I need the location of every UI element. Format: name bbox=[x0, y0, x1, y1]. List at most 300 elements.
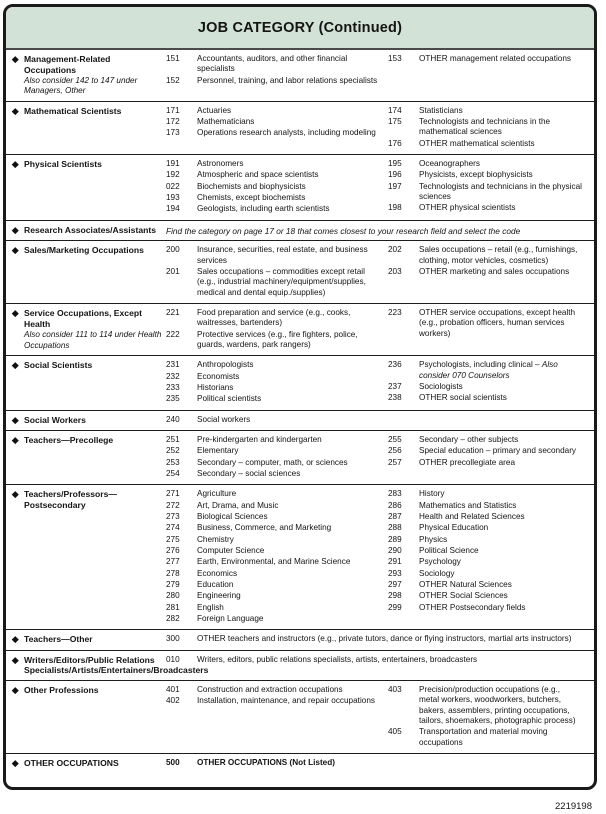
job-code-entry bbox=[166, 469, 388, 479]
job-description: Foreign Language bbox=[197, 613, 264, 623]
job-code: 195 bbox=[388, 158, 402, 168]
category-entries bbox=[166, 435, 590, 480]
category-text bbox=[24, 489, 166, 625]
job-code: 193 bbox=[166, 192, 180, 202]
job-code: 274 bbox=[166, 523, 180, 533]
job-description-note: Also consider 070 Counselors bbox=[419, 360, 558, 380]
job-code: 173 bbox=[166, 128, 180, 138]
bullet-column bbox=[13, 634, 24, 645]
category-name: Other Professions bbox=[24, 684, 99, 695]
job-description: Geologists, including earth scientists bbox=[197, 204, 330, 214]
category-name: Sales/Marketing Occupations bbox=[24, 245, 144, 256]
job-code: 237 bbox=[388, 382, 402, 391]
job-code-entry bbox=[166, 159, 388, 169]
job-code-entry bbox=[166, 394, 388, 404]
job-code-entry bbox=[166, 569, 388, 579]
job-code-entry bbox=[166, 458, 388, 468]
category-name: OTHER OCCUPATIONS bbox=[24, 757, 119, 768]
job-code-entry bbox=[388, 557, 590, 567]
job-code-entry bbox=[388, 569, 590, 579]
job-description: OTHER teachers and instructors (e.g., private tutors, dance or flying instructors, martial arts instructors) bbox=[197, 634, 572, 644]
job-description: Physics bbox=[419, 534, 448, 544]
job-description: Biochemists and biophysicists bbox=[197, 181, 306, 191]
job-description: OTHER Social Sciences bbox=[419, 591, 508, 601]
job-description: Secondary – computer, math, or sciences bbox=[197, 457, 348, 467]
job-code-entry bbox=[388, 245, 590, 266]
job-code: 171 bbox=[166, 105, 180, 115]
job-description: Health and Related Sciences bbox=[419, 511, 525, 521]
job-code: 192 bbox=[166, 170, 180, 180]
job-code: 257 bbox=[388, 457, 402, 467]
job-code: 283 bbox=[388, 489, 402, 499]
job-description: OTHER management related occupations bbox=[419, 54, 572, 63]
job-code: 278 bbox=[166, 568, 180, 578]
entry-column bbox=[388, 435, 590, 480]
job-code: 232 bbox=[166, 371, 180, 381]
diamond-bullet-icon bbox=[12, 417, 18, 423]
entry-column bbox=[166, 54, 388, 97]
job-description: OTHER mathematical scientists bbox=[419, 138, 535, 148]
job-code: 235 bbox=[166, 394, 180, 404]
bullet-column bbox=[13, 159, 24, 216]
category-row bbox=[6, 101, 594, 154]
job-code: 253 bbox=[166, 457, 180, 467]
job-description: Earth, Environmental, and Marine Science bbox=[197, 557, 351, 567]
job-description: Psychologists, including clinical – Also consider 070 Counselors bbox=[419, 360, 558, 380]
job-description: English bbox=[197, 602, 224, 612]
category-cell bbox=[6, 415, 166, 426]
job-code: 289 bbox=[388, 534, 402, 544]
job-category-table bbox=[6, 50, 594, 773]
job-description: Technologists and technicians in the mathematical sciences bbox=[419, 116, 551, 137]
category-cell bbox=[6, 489, 166, 625]
job-code: 297 bbox=[388, 579, 402, 589]
bullet-column bbox=[13, 415, 24, 426]
job-code-entry bbox=[166, 267, 388, 298]
job-code-entry bbox=[166, 193, 388, 203]
job-description: Personnel, training, and labor relations specialists bbox=[197, 75, 378, 85]
job-code-entry bbox=[166, 415, 388, 425]
job-description: Political scientists bbox=[197, 394, 262, 404]
job-code: 151 bbox=[166, 54, 180, 63]
job-code: 201 bbox=[166, 267, 180, 277]
job-description: Pre-kindergarten and kindergarten bbox=[197, 434, 322, 444]
category-row bbox=[6, 355, 594, 409]
job-code-entry bbox=[388, 512, 590, 522]
job-description: Chemistry bbox=[197, 534, 234, 544]
category-entries bbox=[166, 159, 590, 216]
entry-column bbox=[166, 308, 388, 351]
job-description: Atmospheric and space scientists bbox=[197, 170, 319, 180]
job-description: Education bbox=[197, 579, 234, 589]
category-cell bbox=[6, 54, 166, 97]
bullet-column bbox=[13, 758, 24, 769]
job-code: 022 bbox=[166, 181, 180, 191]
job-description: Actuaries bbox=[197, 105, 232, 115]
job-code-entry bbox=[166, 614, 388, 624]
job-description: OTHER physical scientists bbox=[419, 203, 516, 213]
bullet-column bbox=[13, 489, 24, 625]
job-code-entry bbox=[166, 76, 388, 86]
job-code-entry bbox=[388, 54, 590, 64]
job-code: 152 bbox=[166, 75, 180, 85]
diamond-bullet-icon bbox=[12, 657, 18, 663]
job-code-entry bbox=[388, 535, 590, 545]
job-description: Computer Science bbox=[197, 545, 265, 555]
job-code: 403 bbox=[388, 684, 402, 694]
job-code: 223 bbox=[388, 308, 402, 318]
category-entries bbox=[166, 225, 590, 237]
entry-column bbox=[388, 54, 590, 97]
bullet-column bbox=[13, 106, 24, 150]
job-code-entry bbox=[388, 267, 590, 277]
form-number: 2219198 bbox=[555, 801, 592, 812]
category-text bbox=[24, 634, 166, 645]
category-name: Social Scientists bbox=[24, 360, 93, 371]
category-text bbox=[24, 225, 166, 237]
category-cell bbox=[6, 106, 166, 150]
job-code-entry bbox=[166, 634, 590, 644]
entry-column bbox=[388, 245, 590, 299]
job-code: 273 bbox=[166, 511, 180, 521]
diamond-bullet-icon bbox=[12, 687, 18, 693]
job-code-entry bbox=[166, 489, 388, 499]
job-code: 298 bbox=[388, 591, 402, 601]
job-code-entry bbox=[166, 685, 388, 695]
job-code: 290 bbox=[388, 545, 402, 555]
category-note: Also consider 111 to 114 under Health Occupations bbox=[24, 330, 162, 350]
job-code: 288 bbox=[388, 523, 402, 533]
category-text bbox=[24, 435, 166, 480]
job-code-entry bbox=[166, 501, 388, 511]
job-code: 271 bbox=[166, 489, 180, 499]
diamond-bullet-icon bbox=[12, 227, 18, 233]
job-description: Construction and extraction occupations bbox=[197, 684, 343, 694]
job-code-entry bbox=[388, 458, 590, 468]
job-code: 172 bbox=[166, 116, 180, 126]
entry-column bbox=[166, 435, 388, 480]
job-description: Astronomers bbox=[197, 158, 244, 168]
category-note: Also consider 142 to 147 under Managers, Other bbox=[24, 76, 138, 96]
job-code: 222 bbox=[166, 329, 180, 339]
category-row bbox=[6, 303, 594, 355]
job-description: OTHER marketing and sales occupations bbox=[419, 267, 570, 277]
job-code: 279 bbox=[166, 579, 180, 589]
entry-column bbox=[166, 685, 388, 749]
diamond-bullet-icon bbox=[12, 161, 18, 167]
job-code: 291 bbox=[388, 557, 402, 567]
job-code-entry bbox=[388, 203, 590, 213]
job-description: Accountants, auditors, and other financial specialists bbox=[197, 54, 348, 74]
job-code-entry bbox=[388, 106, 590, 116]
job-code: 236 bbox=[388, 360, 402, 370]
category-entries bbox=[166, 489, 590, 625]
bullet-column bbox=[13, 685, 24, 749]
job-description: Biological Sciences bbox=[197, 511, 268, 521]
job-description: Special education – primary and secondary bbox=[419, 446, 577, 456]
entry-column bbox=[388, 106, 590, 150]
job-code-entry bbox=[388, 182, 590, 203]
job-code-entry bbox=[166, 435, 388, 445]
job-description: Art, Drama, and Music bbox=[197, 500, 279, 510]
job-code: 203 bbox=[388, 267, 402, 277]
category-text bbox=[24, 360, 166, 405]
category-cell bbox=[6, 360, 166, 405]
category-row bbox=[6, 629, 594, 649]
entry-column bbox=[388, 685, 590, 749]
job-code: 252 bbox=[166, 446, 180, 456]
job-code: 202 bbox=[388, 245, 402, 255]
job-code-entry bbox=[388, 382, 590, 392]
job-code-entry bbox=[166, 591, 388, 601]
instruction-note: Find the category on page 17 or 18 that comes closest to your research field and select the code bbox=[166, 225, 521, 236]
category-text bbox=[24, 54, 166, 97]
category-name: Teachers—Other bbox=[24, 634, 93, 645]
job-code-entry bbox=[166, 383, 388, 393]
category-name: Teachers—Precollege bbox=[24, 434, 114, 445]
entry-column bbox=[166, 489, 388, 625]
diamond-bullet-icon bbox=[12, 56, 18, 62]
job-code-entry bbox=[166, 360, 388, 370]
job-description: Secondary – social sciences bbox=[197, 468, 301, 478]
job-description: Chemists, except biochemists bbox=[197, 192, 306, 202]
job-code-entry bbox=[166, 372, 388, 382]
job-code: 251 bbox=[166, 434, 180, 444]
job-code-entry bbox=[388, 446, 590, 456]
entry-column bbox=[166, 360, 388, 405]
job-description: Sociologists bbox=[419, 382, 463, 391]
job-code: 293 bbox=[388, 568, 402, 578]
bullet-column bbox=[13, 435, 24, 480]
job-description: Operations research analysts, including modeling bbox=[197, 128, 376, 138]
job-description: Agriculture bbox=[197, 489, 237, 499]
job-code-entry bbox=[166, 446, 388, 456]
job-code: 176 bbox=[388, 138, 402, 148]
job-description: Physicists, except biophysicists bbox=[419, 170, 533, 180]
job-description: Social workers bbox=[197, 414, 251, 424]
job-code-entry bbox=[166, 128, 388, 138]
job-code: 194 bbox=[166, 204, 180, 214]
job-code-entry bbox=[166, 758, 590, 768]
job-description: History bbox=[419, 489, 445, 499]
diamond-bullet-icon bbox=[12, 310, 18, 316]
category-entries bbox=[166, 308, 590, 351]
job-code: 281 bbox=[166, 602, 180, 612]
category-cell bbox=[6, 225, 166, 237]
bullet-column bbox=[13, 245, 24, 299]
job-description: Anthropologists bbox=[197, 360, 254, 370]
job-code-entry bbox=[166, 523, 388, 533]
bullet-column bbox=[13, 360, 24, 405]
job-code-entry bbox=[388, 727, 590, 748]
category-name: Teachers/Professors—Postsecondary bbox=[24, 489, 117, 510]
job-code: 191 bbox=[166, 158, 180, 168]
category-cell bbox=[6, 685, 166, 749]
category-text bbox=[24, 159, 166, 216]
job-code: 277 bbox=[166, 557, 180, 567]
entry-column bbox=[166, 245, 388, 299]
job-code: 198 bbox=[388, 203, 402, 213]
entry-column bbox=[388, 159, 590, 216]
job-description: Secondary – other subjects bbox=[419, 434, 519, 444]
job-description: Sales occupations – retail (e.g., furnishings, clothing, motor vehicles, cosmetics) bbox=[419, 245, 578, 265]
job-description: Writers, editors, public relations specialists, artists, entertainers, broadcasters bbox=[197, 654, 478, 664]
category-row bbox=[6, 484, 594, 629]
job-code-entry bbox=[388, 546, 590, 556]
category-row bbox=[6, 240, 594, 303]
job-description: OTHER social scientists bbox=[419, 393, 507, 403]
job-code-entry bbox=[166, 182, 388, 192]
category-text bbox=[24, 685, 166, 749]
diamond-bullet-icon bbox=[12, 247, 18, 253]
job-code: 275 bbox=[166, 534, 180, 544]
job-code: 299 bbox=[388, 602, 402, 612]
category-text bbox=[24, 106, 166, 150]
entry-column bbox=[166, 415, 388, 426]
job-code-entry bbox=[388, 580, 590, 590]
job-code-entry bbox=[166, 170, 388, 180]
job-description: Installation, maintenance, and repair occupations bbox=[197, 696, 375, 706]
job-code-entry bbox=[166, 330, 388, 351]
category-text bbox=[24, 415, 166, 426]
job-code-entry bbox=[166, 655, 590, 665]
entry-column bbox=[388, 360, 590, 405]
category-entries bbox=[166, 360, 590, 405]
category-text bbox=[24, 245, 166, 299]
job-code: 255 bbox=[388, 434, 402, 444]
category-name: Management-Related Occupations bbox=[24, 54, 111, 75]
job-code: 280 bbox=[166, 591, 180, 601]
job-description: Engineering bbox=[197, 591, 241, 601]
job-description: OTHER service occupations, except health (e.g., probation officers, human services workers) bbox=[419, 308, 576, 338]
job-description: Physical Education bbox=[419, 523, 489, 533]
job-code-entry bbox=[166, 54, 388, 75]
job-description: Precision/production occupations (e.g., metal workers, woodworkers, butchers, bakers, assemblers, printing occupations, tailors, shoemakers, photographic process) bbox=[419, 684, 576, 725]
form-page-frame bbox=[3, 4, 597, 790]
job-code-entry bbox=[388, 117, 590, 138]
job-code: 272 bbox=[166, 500, 180, 510]
job-code: 402 bbox=[166, 696, 180, 706]
job-code: 276 bbox=[166, 545, 180, 555]
category-cell bbox=[6, 308, 166, 351]
category-text bbox=[24, 308, 166, 351]
job-description: Statisticians bbox=[419, 105, 463, 115]
job-code-entry bbox=[388, 139, 590, 149]
job-code: 282 bbox=[166, 613, 180, 623]
category-name: Research Associates/Assistants bbox=[24, 224, 156, 235]
job-code-entry bbox=[388, 435, 590, 445]
job-description: OTHER OCCUPATIONS (Not Listed) bbox=[197, 757, 335, 767]
job-code-entry bbox=[166, 696, 388, 706]
job-code-entry bbox=[166, 308, 388, 329]
job-code: 231 bbox=[166, 360, 180, 370]
job-description: Mathematics and Statistics bbox=[419, 500, 517, 510]
page-title: JOB CATEGORY (Continued) bbox=[6, 7, 594, 50]
job-description: Economics bbox=[197, 568, 238, 578]
job-description: Food preparation and service (e.g., cooks, waitresses, bartenders) bbox=[197, 308, 351, 328]
job-code: 197 bbox=[388, 181, 402, 191]
job-code: 221 bbox=[166, 308, 180, 318]
job-code: 256 bbox=[388, 446, 402, 456]
category-name: Physical Scientists bbox=[24, 158, 102, 169]
entry-column bbox=[388, 415, 590, 426]
job-code: 175 bbox=[388, 116, 402, 126]
job-code-entry bbox=[166, 117, 388, 127]
category-row bbox=[6, 680, 594, 753]
entry-column bbox=[166, 634, 590, 645]
job-code-entry bbox=[166, 546, 388, 556]
diamond-bullet-icon bbox=[12, 760, 18, 766]
job-code: 401 bbox=[166, 684, 180, 694]
entry-column bbox=[166, 159, 388, 216]
job-code-entry bbox=[388, 685, 590, 726]
category-name: Mathematical Scientists bbox=[24, 105, 122, 116]
category-entries bbox=[166, 634, 590, 645]
category-entries bbox=[166, 685, 590, 749]
job-code-entry bbox=[166, 535, 388, 545]
job-code-entry bbox=[388, 489, 590, 499]
category-row bbox=[6, 50, 594, 101]
job-code-entry bbox=[388, 308, 590, 339]
job-code: 405 bbox=[388, 727, 402, 737]
job-description: Elementary bbox=[197, 446, 239, 456]
job-code-entry bbox=[388, 393, 590, 403]
job-code: 500 bbox=[166, 757, 180, 767]
category-row bbox=[6, 154, 594, 220]
job-code-entry bbox=[388, 159, 590, 169]
job-code: 233 bbox=[166, 383, 180, 392]
category-entries bbox=[166, 415, 590, 426]
category-cell bbox=[6, 758, 166, 769]
job-code-entry bbox=[388, 501, 590, 511]
job-description: OTHER Postsecondary fields bbox=[419, 602, 526, 612]
entry-column bbox=[166, 655, 590, 676]
category-text bbox=[24, 758, 166, 769]
entry-column bbox=[166, 758, 590, 769]
job-code-entry bbox=[388, 360, 590, 381]
job-description: Insurance, securities, real estate, and business services bbox=[197, 245, 368, 265]
job-code: 174 bbox=[388, 105, 402, 115]
job-code: 196 bbox=[388, 170, 402, 180]
category-row bbox=[6, 410, 594, 430]
category-name: Writers/Editors/Public Relations Specialists/Artists/Entertainers/Broadcasters bbox=[24, 654, 209, 676]
bullet-column bbox=[13, 54, 24, 97]
job-code-entry bbox=[388, 170, 590, 180]
entry-column bbox=[388, 489, 590, 625]
category-entries bbox=[166, 54, 590, 97]
job-description: Transportation and material moving occupations bbox=[419, 727, 548, 747]
diamond-bullet-icon bbox=[12, 636, 18, 642]
job-description: Sales occupations – commodities except retail (e.g., industrial machinery/equipment/supplies, medical and dental equip./supplies) bbox=[197, 267, 366, 297]
category-name: Social Workers bbox=[24, 414, 86, 425]
job-code: 238 bbox=[388, 393, 402, 403]
entry-column bbox=[388, 308, 590, 351]
category-entries bbox=[166, 655, 590, 676]
category-cell bbox=[6, 245, 166, 299]
job-code-entry bbox=[388, 603, 590, 613]
job-code-entry bbox=[166, 512, 388, 522]
category-entries bbox=[166, 758, 590, 769]
job-code-entry bbox=[166, 557, 388, 567]
category-row bbox=[6, 753, 594, 773]
category-entries bbox=[166, 106, 590, 150]
job-code: 240 bbox=[166, 414, 180, 424]
job-description: Historians bbox=[197, 383, 234, 392]
job-description: Business, Commerce, and Marketing bbox=[197, 523, 332, 533]
job-description: OTHER Natural Sciences bbox=[419, 579, 512, 589]
job-code: 287 bbox=[388, 511, 402, 521]
job-code-entry bbox=[166, 580, 388, 590]
